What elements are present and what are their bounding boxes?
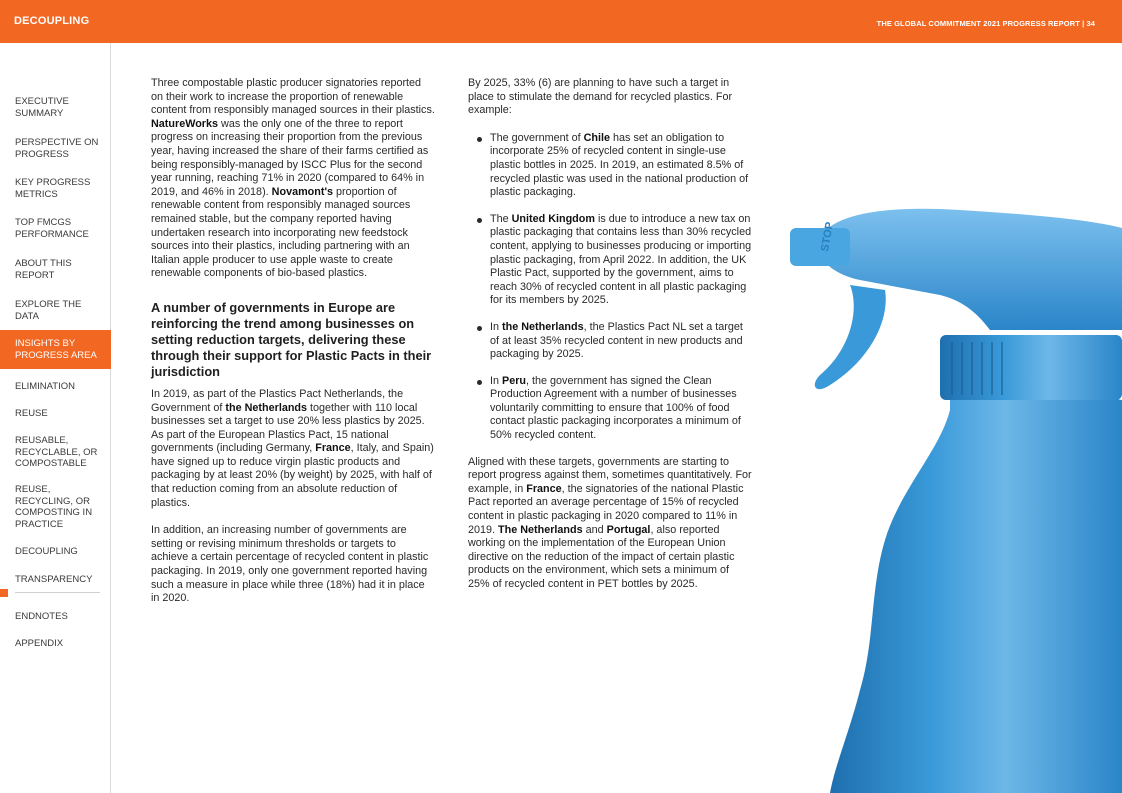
nav-perspective-on-progress[interactable]: PERSPECTIVE ON PROGRESS: [15, 137, 99, 160]
list-item-chile: The government of Chile has set an obligation to incorporate 25% of recycled content in single-use plastic bottles in 2025. In 2019, an estimated 8.5% of recycled plastic was used in the national production of plastic packaging.: [468, 132, 752, 200]
list-item-united-kingdom: The United Kingdom is due to introduce a new tax on plastic packaging that contains less than 30% recycled content, applying to businesses producing or importing plastic packaging, from April 2022. In addition, the UK Plastic Pact, supported by the government, aims to reach 30% of recycled content in all plastic packaging for its members by 2025.: [468, 213, 752, 308]
nav-divider: [15, 592, 100, 593]
nav-executive-summary[interactable]: EXECUTIVE SUMMARY: [15, 96, 69, 119]
active-section-marker: [0, 589, 8, 597]
country-examples-list: [468, 132, 752, 443]
nav-insights-by-progress-area[interactable]: INSIGHTS BY PROGRESS AREA: [0, 330, 111, 369]
nav-elimination[interactable]: ELIMINATION: [15, 381, 75, 392]
spray-bottle-image: [790, 200, 1122, 793]
nav-transparency[interactable]: TRANSPARENCY: [15, 574, 93, 585]
section-heading: A number of governments in Europe are reinforcing the trend among businesses on setting reduction targets, delivering these through their support for Plastic Pacts in their jurisdiction: [151, 299, 432, 379]
nav-about-this-report[interactable]: ABOUT THIS REPORT: [15, 258, 72, 281]
nav-decoupling[interactable]: DECOUPLING: [15, 546, 78, 557]
list-item-netherlands: In the Netherlands, the Plastics Pact NL set a target of at least 35% recycled content in new products and packaging by 2025.: [468, 321, 752, 362]
nav-reuse-recycling-composting-in-practice[interactable]: REUSE, RECYCLING, OR COMPOSTING IN PRACTICE: [15, 484, 93, 530]
paragraph-minimum-thresholds: In addition, an increasing number of governments are setting or revising minimum thresholds or targets to achieve a certain percentage of recycled content in plastic packaging. In 2019, only one government reported having such a measure in place while three (18%) had it in place in 2020.: [151, 524, 429, 605]
spray-trigger: [815, 285, 886, 389]
nav-explore-the-data[interactable]: EXPLORE THE DATA: [15, 299, 82, 322]
paragraph-2025-targets: By 2025, 33% (6) are planning to have such a target in place to stimulate the demand for recycled plastics. For example:: [468, 77, 733, 117]
bottle-collar: [940, 335, 1122, 400]
nav-key-progress-metrics[interactable]: KEY PROGRESS METRICS: [15, 177, 91, 200]
paragraph-compostable-producers: Three compostable plastic producer signatories reported on their work to increase the proportion of renewable content from responsibly managed sources in their plastics. NatureWorks was the only one of the three to report progress on increasing their proportion from the previous year, having increased the share of their farms certified as being responsibly-managed by ISCC Plus for the second year running, reaching 71% in 2020 (compared to 64% in 2019, and 46% in 2018). Novamont's proportion of renewable content from responsibly managed sources remained stable, but the company reported having undertaken research into incorporating new feedstock sources into their plastics, including partnering with an Italian apple producer to use apple waste to create renewable components of bio-based plastics.: [151, 77, 435, 280]
nozzle-stop-label: STOP: [819, 221, 837, 253]
nav-endnotes[interactable]: ENDNOTES: [15, 611, 68, 622]
paragraph-government-progress: Aligned with these targets, governments are starting to report progress against them, sometimes quantitatively. For example, in France, the signatories of the national Plastic Pact reported an average percentage of 15% of recycled content in plastic packaging in 2020 compared to 11% in 2019. The Netherlands and Portugal, also reported working on the implementation of the European Union directive on the reduction of the impact of certain plastic products on the environment, which sets a minimum of 25% of recycled content in PET bottles by 2025.: [468, 455, 752, 590]
nav-reuse[interactable]: REUSE: [15, 408, 48, 419]
nav-appendix[interactable]: APPENDIX: [15, 638, 64, 649]
bottle-body: [830, 395, 1122, 793]
section-title: DECOUPLING: [14, 15, 90, 27]
text-column-left: [151, 77, 435, 606]
list-item-peru: In Peru, the government has signed the Clean Production Agreement with a number of businesses voluntarily committing to ensure that 100% of food contact plastic packaging incorporates a minimum of 50% recycled content.: [468, 375, 752, 443]
sidebar-nav: [0, 43, 111, 793]
paragraph-netherlands-pact: In 2019, as part of the Plastics Pact Netherlands, the Government of the Netherlands together with 110 local businesses set a target to use 20% less plastics by 2025. As part of the European Plastics Pact, 15 national governments (including Germany, France, Italy, and Spain) have signed up to reduce virgin plastic products and packaging by at least 20% (by weight) by 2025, with half of that reduction coming from an absolute reduction of plastics.: [151, 387, 434, 509]
header-bar: [0, 0, 1122, 43]
text-column-right: [468, 77, 752, 592]
report-title-page-number: THE GLOBAL COMMITMENT 2021 PROGRESS REPORT | 34: [876, 19, 1095, 28]
nav-reusable-recyclable-compostable[interactable]: REUSABLE, RECYCLABLE, OR COMPOSTABLE: [15, 435, 98, 469]
nav-top-fmcgs-performance[interactable]: TOP FMCGS PERFORMANCE: [15, 217, 89, 240]
